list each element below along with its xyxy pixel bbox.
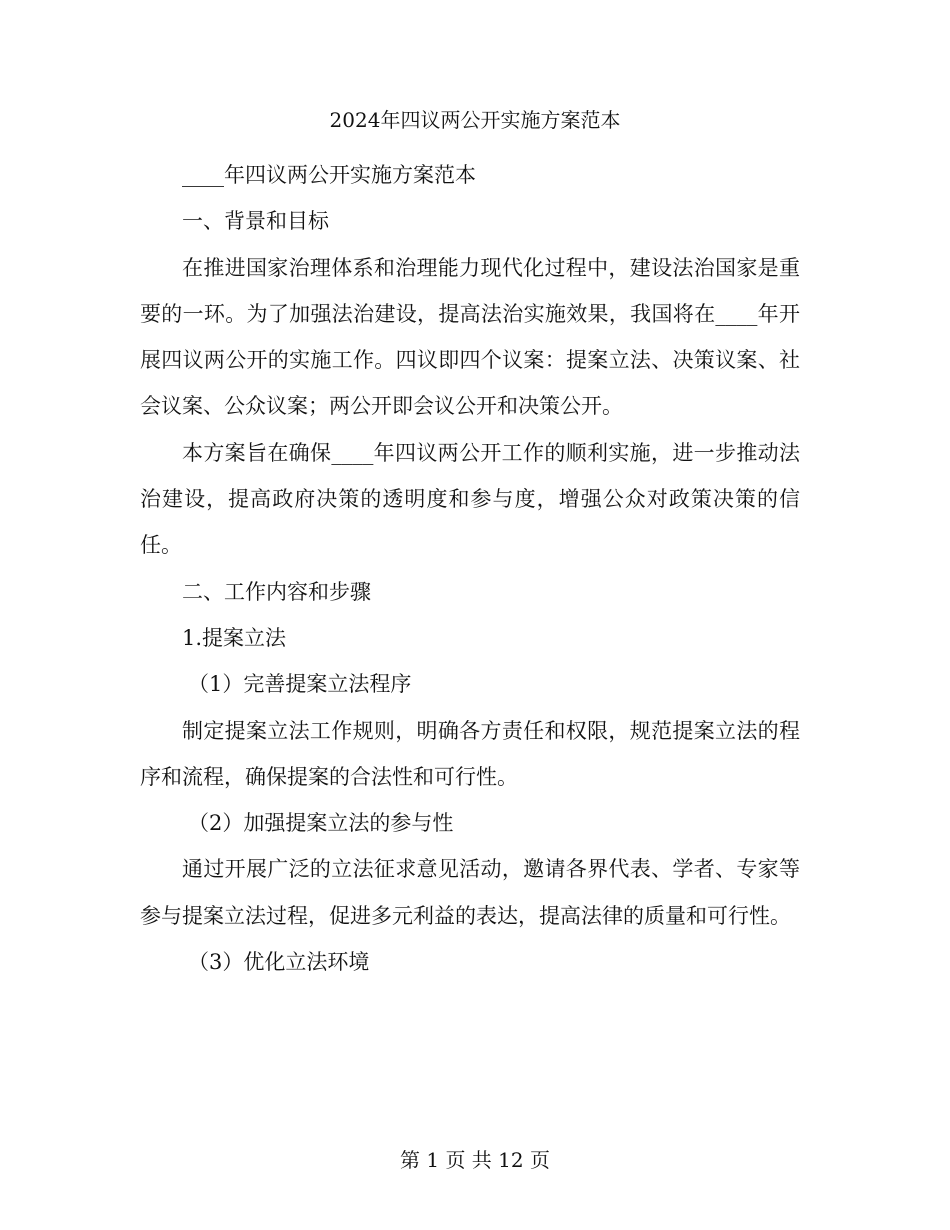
paragraph-background: 在推进国家治理体系和治理能力现代化过程中，建设法治国家是重要的一环。为了加强法治建设，提高法治实施效果，我国将在____年开展四议两公开的实施工作。四议即四个议案：提案立法、决策议案、社会议案、公众议案；两公开即会议公开和决策公开。: [140, 255, 800, 419]
document-title: 2024年四议两公开实施方案范本: [329, 108, 621, 132]
section-heading-work: 二、工作内容和步骤: [182, 579, 371, 604]
paragraph-item-2: 通过开展广泛的立法征求意见活动，邀请各界代表、学者、专家等参与提案立法过程，促进多元利益的表达，提高法律的质量和可行性。: [140, 857, 800, 928]
section-heading-background: 一、背景和目标: [182, 209, 329, 234]
paragraph-purpose: 本方案旨在确保____年四议两公开工作的顺利实施，进一步推动法治建设，提高政府决策的透明度和参与度，增强公众对政策决策的信任。: [140, 440, 800, 558]
subtitle-line: ____年四议两公开实施方案范本: [182, 163, 476, 187]
document-body: [140, 152, 800, 985]
item-heading-1: （1）完善提案立法程序: [188, 672, 412, 697]
paragraph-item-1: 制定提案立法工作规则，明确各方责任和权限，规范提案立法的程序和流程，确保提案的合法性和可行性。: [140, 718, 800, 789]
page-number: 第 1 页 共 12 页: [400, 1148, 550, 1172]
item-heading-3: （3）优化立法环境: [188, 950, 370, 975]
item-heading-2: （2）加强提案立法的参与性: [188, 811, 454, 836]
subsection-heading-proposal: 1.提案立法: [182, 625, 287, 650]
